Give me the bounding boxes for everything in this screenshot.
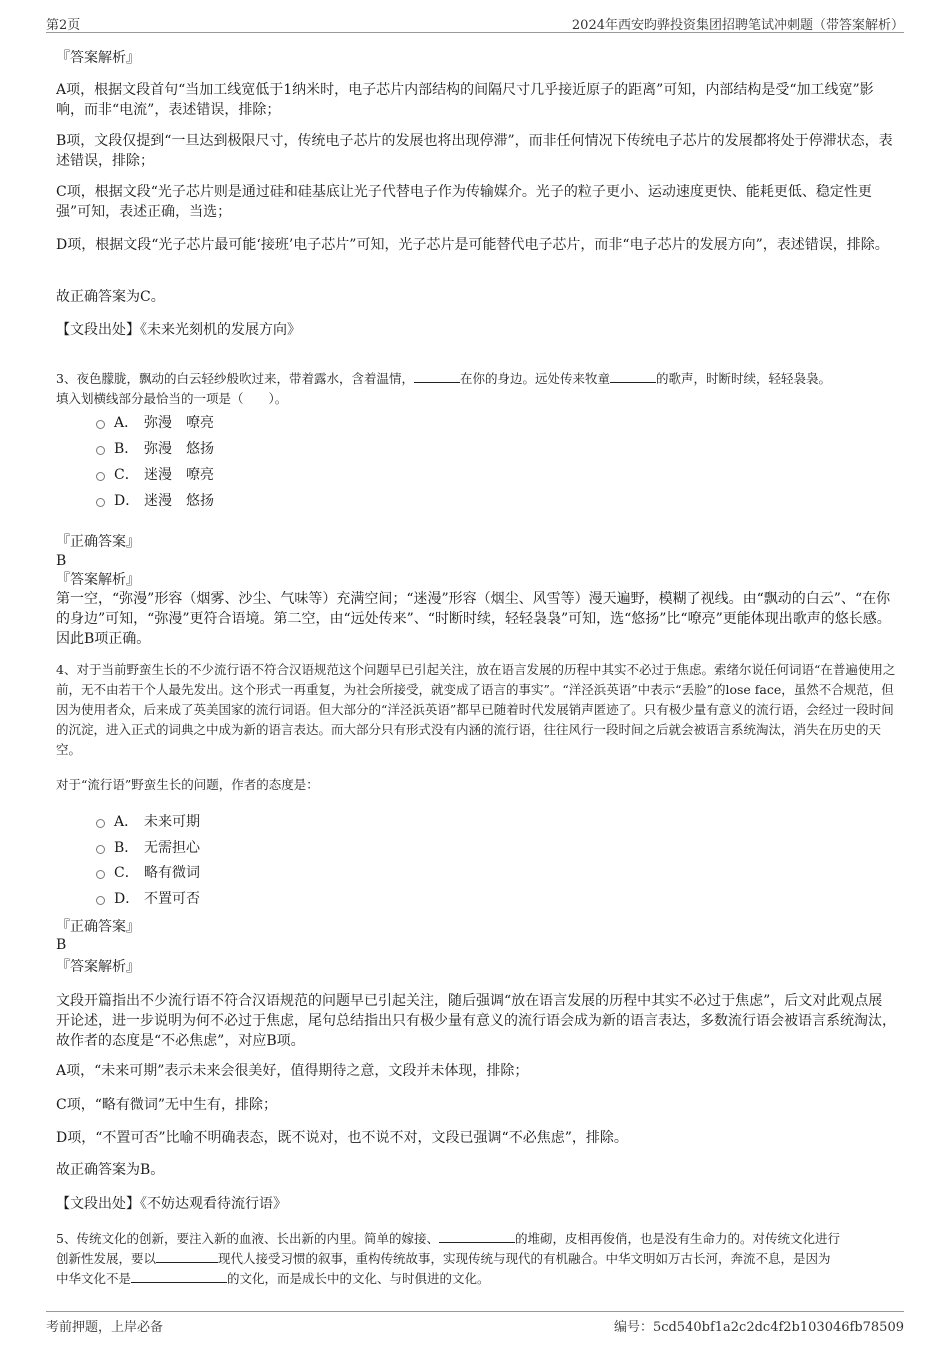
q2-analysis-label: 『答案解析』: [56, 50, 140, 66]
q4-option-a[interactable]: A． 未来可期: [96, 812, 200, 832]
q4-analysis-label: 『答案解析』: [56, 959, 140, 975]
radio-icon[interactable]: [96, 870, 105, 879]
q3-analysis: 第一空，“弥漫”形容（烟雾、沙尘、气味等）充满空间；“迷漫”形容（烟尘、风雪等）漫天遍野，模糊了视线。由“飘动的白云”、“在你的身边”可知，“弥漫”更符合语境。第二空，由“远处传来”、“时断时续，轻轻袅袅”可知，选“悠扬”比“嘹亮”更能体现出歌声的悠长感。因此B项正确。: [56, 591, 891, 647]
q4-question: 对于“流行语”野蛮生长的问题，作者的态度是：: [56, 777, 319, 792]
radio-icon[interactable]: [96, 420, 105, 429]
q3-analysis-label: 『答案解析』: [56, 572, 140, 588]
blank-2: [610, 370, 656, 383]
radio-icon[interactable]: [96, 472, 105, 481]
blank-1: [414, 370, 460, 383]
q2-conclusion: 故正确答案为C。: [56, 289, 165, 305]
page-number: 第2页: [46, 18, 81, 33]
q2-analysis-d: D项，根据文段“光子芯片最可能‘接班’电子芯片”可知，光子芯片是可能替代电子芯片，而非“电子芯片的发展方向”，表述错误，排除。: [56, 237, 889, 253]
q3-option-a[interactable]: A． 弥漫 嘹亮: [96, 413, 214, 433]
radio-icon[interactable]: [96, 498, 105, 507]
radio-icon[interactable]: [96, 845, 105, 854]
blank-2: [156, 1250, 218, 1263]
q2-analysis-a: A项，根据文段首句“当加工线宽低于1纳米时，电子芯片内部结构的间隔尺寸几乎接近原子的距离”可知，内部结构是受“加工线宽”影响，而非“电流”，表述错误，排除；: [56, 82, 874, 118]
q3-option-b[interactable]: B． 弥漫 悠扬: [96, 439, 214, 459]
q4-option-c[interactable]: C． 略有微词: [96, 863, 200, 883]
radio-icon[interactable]: [96, 819, 105, 828]
page-footer: [46, 1311, 904, 1336]
q3-option-c[interactable]: C． 迷漫 嘹亮: [96, 465, 214, 485]
q2-source: 【文段出处】《未来光刻机的发展方向》: [56, 322, 301, 338]
document-code: 编号：5cd540bf1a2c2dc4f2b103046fb78509: [613, 1320, 904, 1335]
blank-3: [131, 1270, 227, 1283]
q4-source: 【文段出处】《不妨达观看待流行语》: [56, 1196, 287, 1212]
blank-1: [439, 1230, 515, 1243]
q4-answer: B: [56, 937, 67, 953]
q4-option-d[interactable]: D． 不置可否: [96, 889, 200, 909]
q2-analysis-c: C项，根据文段“光子芯片则是通过硅和硅基底让光子代替电子作为传输媒介。光子的粒子更小、运动速度更快、能耗更低、稳定性更强”可知，表述正确，当选；: [56, 184, 872, 220]
q4-analysis: 文段开篇指出不少流行语不符合汉语规范的问题早已引起关注，随后强调“放在语言发展的历程中其实不必过于焦虑”，后文对此观点展开论述，进一步说明为何不必过于焦虑，尾句总结指出只有极少量有意义的流行语会成为新的语言表达，多数流行语会被语言系统淘汰，故作者的态度是“不必焦虑”，对应B项。: [56, 993, 896, 1049]
document-title: 2024年西安昀骅投资集团招聘笔试冲刺题（带答案解析）: [571, 18, 904, 33]
q5-stem: 5、传统文化的创新，要注入新的血液、长出新的内里。简单的嫁接、 的堆砌，皮相再俊俏，也是没有生命力的。对传统文化进行 创新性发展，要以 现代人接受习惯的叙事，重构传统故事，实现传统与现代的有机融合。中华文明如万古长河，奔流不息，是因为 中华文化不是 的文化，而是成长中的文化、与时俱进的文化。: [56, 1231, 840, 1286]
q2-analysis-b: B项，文段仅提到“一旦达到极限尺寸，传统电子芯片的发展也将出现停滞”，而非任何情况下传统电子芯片的发展都将处于停滞状态，表述错误，排除；: [56, 133, 893, 169]
radio-icon[interactable]: [96, 896, 105, 905]
q4-answer-label: 『正确答案』: [56, 919, 140, 935]
q4-conclusion: 故正确答案为B。: [56, 1162, 165, 1178]
q3-answer: B: [56, 553, 67, 569]
q3-answer-label: 『正确答案』: [56, 534, 140, 550]
q3-stem: 3、夜色朦胧，飘动的白云轻纱般吹过来，带着露水，含着温情， 在你的身边。远处传来牧童 的歌声，时断时续，轻轻袅袅。 填入划横线部分最恰当的一项是（ ）。: [56, 371, 831, 406]
q4-analysis-d: D项，“不置可否”比喻不明确表态，既不说对，也不说不对，文段已强调“不必焦虑”，排除。: [56, 1130, 628, 1146]
q4-analysis-c: C项，“略有微词”无中生有，排除；: [56, 1097, 278, 1113]
page-header: [46, 12, 904, 33]
q4-stem: 4、对于当前野蛮生长的不少流行语不符合汉语规范这个问题早已引起关注，放在语言发展的历程中其实不必过于焦虑。索绪尔说任何词语“在普遍使用之前，无不由若干个人最先发出。这个形式一再重复，为社会所接受，就变成了语言的事实”。“洋泾浜英语”中表示“丢脸”的lose face，虽然不合规范，但因为使用者众，后来成了英美国家的流行词语。但大部分的“洋泾浜英语”都早已随着时代发展销声匿迹了。只有极少量有意义的流行语，会经过一段时间的沉淀，进入正式的词典之中成为新的语言表达。而大部分只有形式没有内涵的流行语，往往风行一段时间之后就会被语言系统淘汰，消失在历史的天空。: [56, 662, 896, 757]
q3-option-d[interactable]: D． 迷漫 悠扬: [96, 491, 214, 511]
q4-analysis-a: A项，“未来可期”表示未来会很美好，值得期待之意，文段并未体现，排除；: [56, 1063, 529, 1079]
footer-slogan: 考前押题，上岸必备: [46, 1320, 164, 1335]
q4-option-b[interactable]: B． 无需担心: [96, 838, 200, 858]
radio-icon[interactable]: [96, 446, 105, 455]
